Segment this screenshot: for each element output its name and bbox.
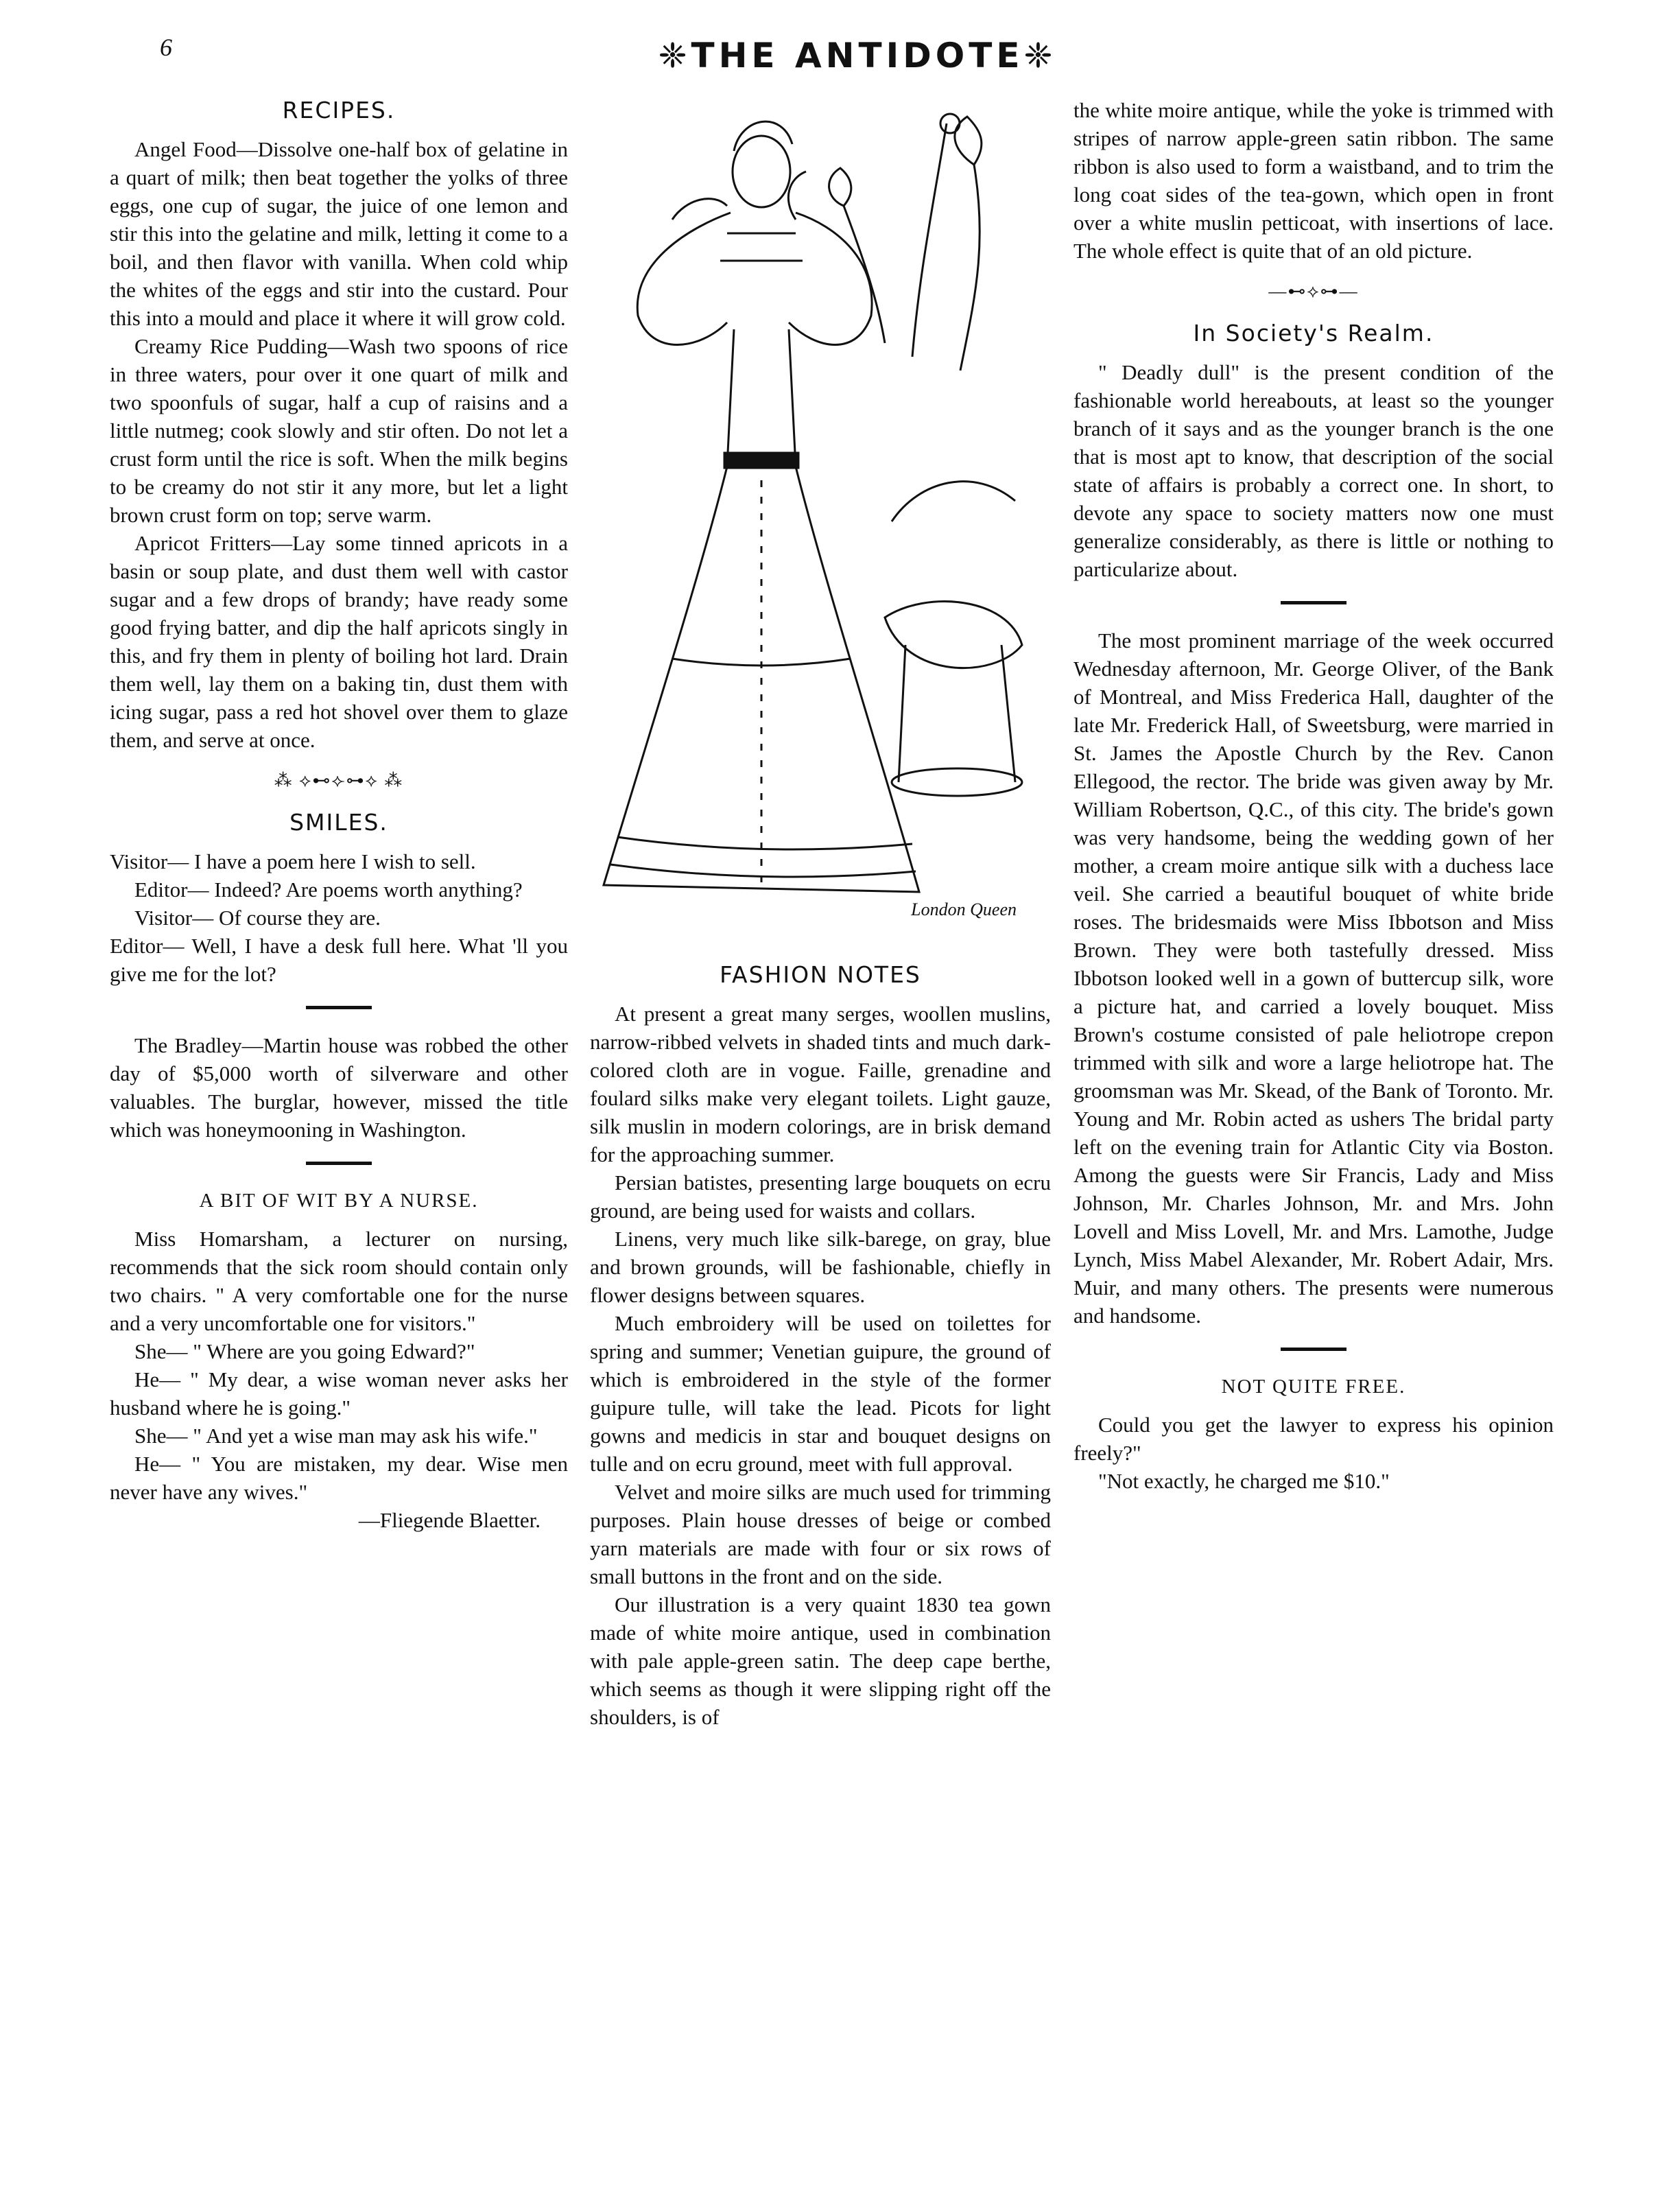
smiles-heading: SMILES. bbox=[289, 809, 388, 836]
ornament-divider: ⁂ ⟡⊷⟣⊶⟡ ⁂ bbox=[274, 770, 404, 790]
nurse-heading: A BIT OF WIT BY A NURSE. bbox=[199, 1190, 479, 1212]
recipe-angel-food: Angel Food—Dissolve one-half box of gelatine in a quart of milk; then beat together the yolks of three eggs, one cup of sugar, the juice of one lemon and stir this into the gelatine and milk, letting it come to a boil, and then flavor with vanilla. When cold whip the whites of the eggs and stir into the custard. Pour this into a mould and place it where it will grow cold. bbox=[110, 137, 568, 330]
smile-line: Visitor— Of course they are. bbox=[134, 906, 381, 930]
fashion-paragraph: Linens, very much like silk-barege, on gray, blue and brown grounds, will be fashionable, chiefly in flower designs between squares. bbox=[590, 1227, 1051, 1307]
rule-divider bbox=[306, 1162, 372, 1165]
society-paragraph: " Deadly dull" is the present condition of the fashionable world hereabouts, at least so the younger branch of it says and as the younger branch is the one that is most apt to know, that description of the social state of affairs is probably a correct one. In short, to devote any space to society matters now one must generalize considerably, as there is little or nothing to particularize about. bbox=[1073, 360, 1554, 581]
nurse-line: He— " My dear, a wise woman never asks her husband where he is going." bbox=[110, 1367, 568, 1420]
smile-line: Editor— Indeed? Are poems worth anything? bbox=[134, 878, 523, 902]
fashion-heading: FASHION NOTES bbox=[720, 961, 921, 988]
rule-divider bbox=[1281, 1348, 1346, 1351]
fashion-paragraph: Velvet and moire silks are much used for trimming purposes. Plain house dresses of beige or combed yarn materials are made with four or six rows of small buttons in the front and on the side. bbox=[590, 1480, 1051, 1588]
society-heading: In Society's Realm. bbox=[1193, 320, 1434, 346]
column-left bbox=[110, 96, 568, 1534]
masthead-title: ❈THE ANTIDOTE❈ bbox=[658, 36, 1057, 75]
fashion-continuation: the white moire antique, while the yoke is trimmed with stripes of narrow apple-green satin ribbon. The same ribbon is also used to form a waistband, and to trim the long coat sides of the tea-gown, which open in front over a white muslin petticoat, with insertions of lace. The whole effect is quite that of an old picture. bbox=[1073, 98, 1554, 263]
smile-line: Editor— Well, I have a desk full here. What 'll you give me for the lot? bbox=[110, 934, 568, 986]
not-quite-free-heading: NOT QUITE FREE. bbox=[1221, 1376, 1406, 1398]
column-right bbox=[1073, 96, 1554, 1495]
fashion-paragraph: At present a great many serges, woollen muslins, narrow-ribbed velvets in shaded tints and much dark-colored cloth are in vogue. Faille, grenadine and foulard silks make very elegant toilets. Light gauze, silk muslin in modern colorings, are in brisk demand for the approaching summer. bbox=[590, 1002, 1051, 1166]
recipe-apricot-fritters: Apricot Fritters—Lay some tinned apricots in a basin or soup plate, and dust them well with castor sugar and a few drops of brandy; have ready some good frying batter, and dip the half apricots singly in this, and fry them in plenty of boiling hot lard. Drain them well, lay them on a baking tin, dust them with icing sugar, pass a red hot shovel over them to glaze them, and serve at once. bbox=[110, 531, 568, 752]
nurse-line: She— " Where are you going Edward?" bbox=[134, 1339, 475, 1363]
page-number: 6 bbox=[160, 34, 172, 61]
illustration-credit: London Queen bbox=[911, 899, 1017, 919]
nurse-attribution: —Fliegende Blaetter. bbox=[358, 1508, 541, 1532]
nurse-line: He— " You are mistaken, my dear. Wise men never have any wives." bbox=[110, 1452, 568, 1504]
ornament-divider: —⊷⟡⊶— bbox=[1268, 281, 1359, 301]
joke-question: Could you get the lawyer to express his opinion freely?" bbox=[1073, 1413, 1554, 1465]
fashion-paragraph: Persian batistes, presenting large bouquets on ecru ground, are being used for waists and collars. bbox=[590, 1170, 1051, 1223]
joke-answer: "Not exactly, he charged me $10." bbox=[1098, 1469, 1390, 1493]
recipes-heading: RECIPES. bbox=[282, 97, 396, 123]
column-middle bbox=[590, 96, 1051, 1731]
smile-line: Visitor— I have a poem here I wish to sell. bbox=[110, 849, 476, 873]
recipe-rice-pudding: Creamy Rice Pudding—Wash two spoons of rice in three waters, pour over it one quart of milk and two spoonfuls of sugar, half a cup of raisins and a little nutmeg; cook slowly and stir often. Do not let a crust form until the rice is soft. When the milk begins to be creamy do not stir it any more, but let a light brown crust form on top; serve warm. bbox=[110, 334, 568, 527]
fashion-paragraph: Much embroidery will be used on toilettes for spring and summer; Venetian guipure, the ground of which is embroidered in the style of the former guipure tulle, will take the lead. Picots for light gowns and medicis in star and bouquet designs on tulle and on ecru ground, meet with full approval. bbox=[590, 1311, 1051, 1476]
tea-gown-illustration bbox=[590, 96, 1051, 961]
rule-divider bbox=[306, 1006, 372, 1009]
marriage-paragraph: The most prominent marriage of the week occurred Wednesday afternoon, Mr. George Oliver, of the Bank of Montreal, and Miss Frederica Hall, daughter of the late Mr. Frederick Hall, of Sweetsburg, were married in St. James the Apostle Church by the Rev. Canon Ellegood, the rector. The bride was given away by Mr. William Robertson, Q.C., of this city. The bride's gown was very handsome, being the wedding gown of her mother, a cream moire antique silk with a duchess lace veil. She carried a beautiful bouquet of white bride roses. The bridesmaids were Miss Ibbotson and Miss Brown. They were both tastefully dressed. Miss Ibbotson looked well in a gown of buttercup silk, wore a picture hat, and carried a lovely bouquet. Miss Brown's costume consisted of pale heliotrope crepon trimmed with silk and wore a large heliotrope hat. The groomsman was Mr. Skead, of the Bank of Toronto. Mr. Young and Mr. Robin acted as ushers The bridal party left on the evening train for Atlantic City via Boston. Among the guests were Sir Francis, Lady and Miss Johnson, Mr. Charles Johnson, Mr. and Mrs. John Lovell and Miss Lovell, Mr. and Mrs. Lamothe, Judge Lynch, Miss Mabel Alexander, Mr. Robert Adair, Mrs. Muir, and many others. The presents were numerous and handsome. bbox=[1073, 628, 1554, 1328]
rule-divider bbox=[1281, 601, 1346, 604]
nurse-intro: Miss Homarsham, a lecturer on nursing, recommends that the sick room should contain only two chairs. " A very comfortable one for the nurse and a very uncomfortable one for visitors." bbox=[110, 1227, 568, 1335]
fashion-paragraph: Our illustration is a very quaint 1830 tea gown made of white moire antique, used in combination with pale apple-green satin. The deep cape berthe, which seems as though it were slipping right off the shoulders, is of bbox=[590, 1592, 1051, 1729]
bradley-martin-item: The Bradley—Martin house was robbed the other day of $5,000 worth of silverware and other valuables. The burglar, however, missed the title which was honeymooning in Washington. bbox=[110, 1033, 568, 1142]
nurse-line: She— " And yet a wise man may ask his wife." bbox=[134, 1424, 538, 1448]
tea-gown-drawing bbox=[590, 96, 1051, 961]
